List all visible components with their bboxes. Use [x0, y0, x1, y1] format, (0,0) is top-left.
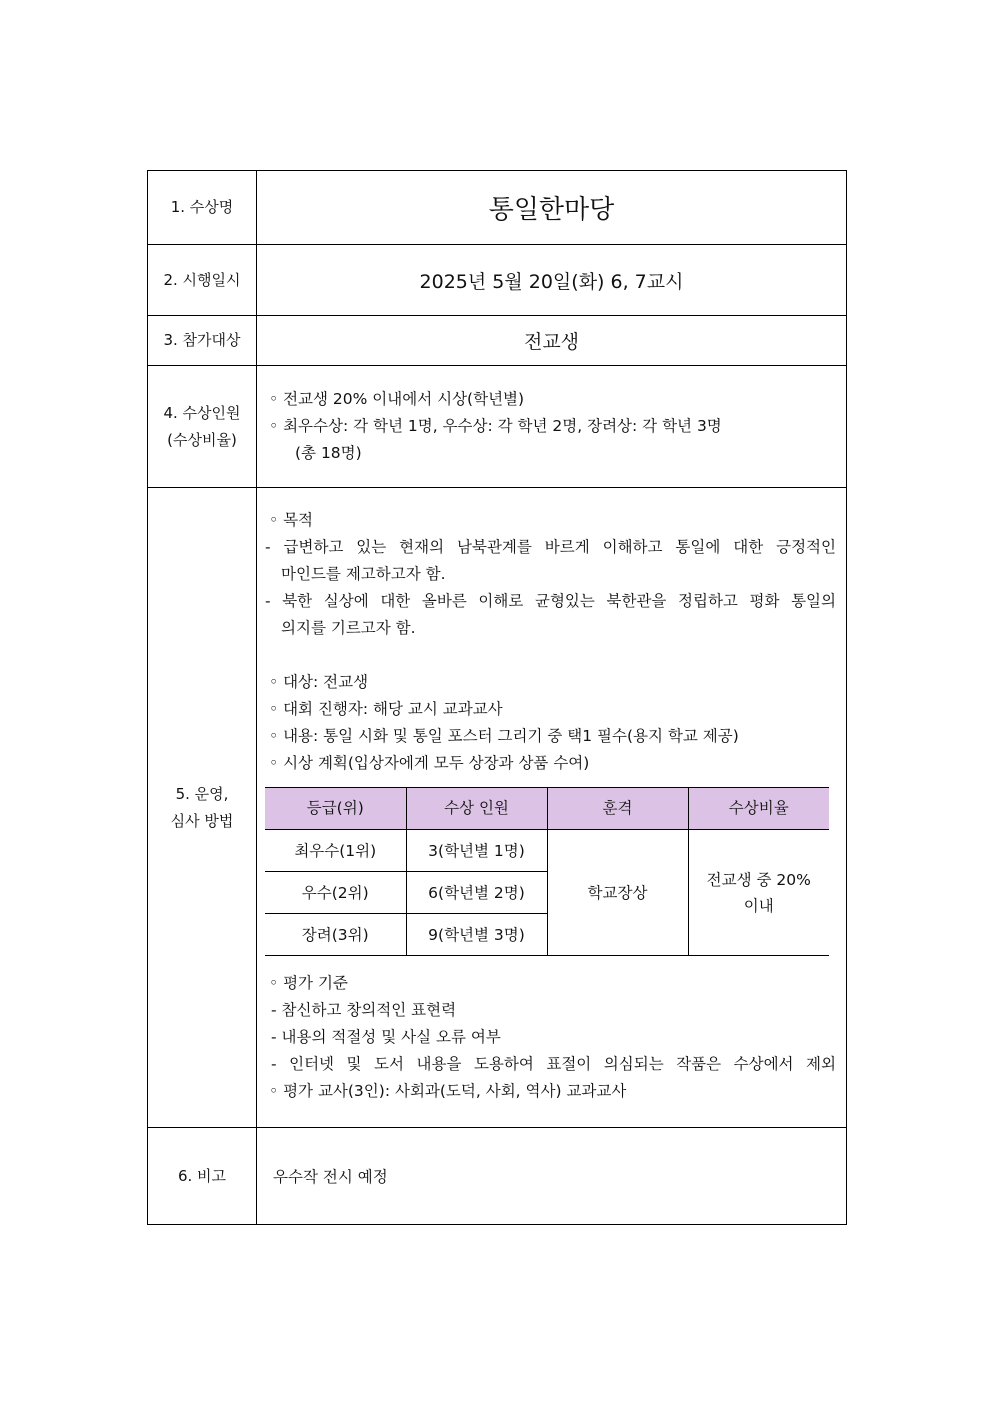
- award-count-label: [148, 366, 257, 488]
- method-content: [257, 488, 847, 1128]
- award-plan-table: [147, 170, 847, 1225]
- award-count-label-line2: (수상비율): [167, 430, 237, 449]
- header-people: 수상 인원: [406, 788, 547, 830]
- info-line: ◦ 대상: 전교생: [269, 673, 369, 691]
- award-name-label: 1. 수상명: [148, 171, 257, 245]
- honor-cell: 학교장상: [547, 830, 688, 956]
- purpose-line: 마인드를 제고하고자 함.: [281, 565, 446, 583]
- grade-cell: 장려(3위): [265, 914, 406, 956]
- target-label: 3. 참가대상: [148, 316, 257, 366]
- count-line: ◦ 최우수상: 각 학년 1명, 우수상: 각 학년 2명, 장려상: 각 학년 3명: [269, 417, 722, 435]
- eval-title: ◦ 평가 기준: [269, 974, 348, 992]
- award-name-value: 통일한마당: [257, 171, 847, 245]
- purpose-line: - 급변하고 있는 현재의 남북관계를 바르게 이해하고 통일에 대한 긍정적인: [265, 538, 836, 556]
- info-line: ◦ 시상 계획(입상자에게 모두 상장과 상품 수여): [269, 754, 590, 772]
- remarks-value: 우수작 전시 예정: [257, 1128, 847, 1225]
- people-cell: 6(학년별 2명): [406, 872, 547, 914]
- ratio-cell: [688, 830, 829, 956]
- prize-table-header: [265, 788, 829, 830]
- award-count-content: [257, 366, 847, 488]
- target-value: 전교생: [257, 316, 847, 366]
- eval-line: - 참신하고 창의적인 표현력: [271, 1001, 457, 1019]
- row-method: [148, 488, 847, 1128]
- method-label-line1: 5. 운영,: [175, 784, 229, 803]
- grade-cell: 우수(2위): [265, 872, 406, 914]
- method-label-line2: 심사 방법: [170, 811, 234, 830]
- purpose-title: ◦ 목적: [269, 511, 314, 529]
- info-line: ◦ 대회 진행자: 해당 교시 교과교사: [269, 700, 503, 718]
- people-cell: 9(학년별 3명): [406, 914, 547, 956]
- row-date: [148, 245, 847, 316]
- purpose-line: - 북한 실상에 대한 올바른 이해로 균형있는 북한관을 정립하고 평화 통일의: [265, 592, 836, 610]
- people-cell: 3(학년별 1명): [406, 830, 547, 872]
- header-grade: 등급(위): [265, 788, 406, 830]
- count-line: ◦ 전교생 20% 이내에서 시상(학년별): [269, 390, 525, 408]
- evaluators-line: ◦ 평가 교사(3인): 사회과(도덕, 사회, 역사) 교과교사: [269, 1082, 627, 1100]
- date-label: 2. 시행일시: [148, 245, 257, 316]
- header-ratio: 수상비율: [688, 788, 829, 830]
- row-remarks: [148, 1128, 847, 1225]
- table-row: [265, 830, 829, 872]
- ratio-line2: 이내: [743, 896, 774, 915]
- date-value: 2025년 5월 20일(화) 6, 7교시: [257, 245, 847, 316]
- remarks-label: 6. 비고: [148, 1128, 257, 1225]
- count-line: (총 18명): [295, 444, 362, 462]
- award-count-label-line1: 4. 수상인원: [163, 403, 241, 422]
- purpose-line: 의지를 기르고자 함.: [281, 619, 416, 637]
- eval-line: - 인터넷 및 도서 내용을 도용하여 표절이 의심되는 작품은 수상에서 제외: [271, 1055, 836, 1073]
- eval-line: - 내용의 적절성 및 사실 오류 여부: [271, 1028, 501, 1046]
- info-line: ◦ 내용: 통일 시화 및 통일 포스터 그리기 중 택1 필수(용지 학교 제공): [269, 727, 739, 745]
- ratio-line1: 전교생 중 20%: [706, 870, 811, 889]
- prize-plan-table: [265, 787, 829, 956]
- row-target: [148, 316, 847, 366]
- row-award-count: [148, 366, 847, 488]
- grade-cell: 최우수(1위): [265, 830, 406, 872]
- header-honor: 훈격: [547, 788, 688, 830]
- method-label: [148, 488, 257, 1128]
- row-award-name: [148, 171, 847, 245]
